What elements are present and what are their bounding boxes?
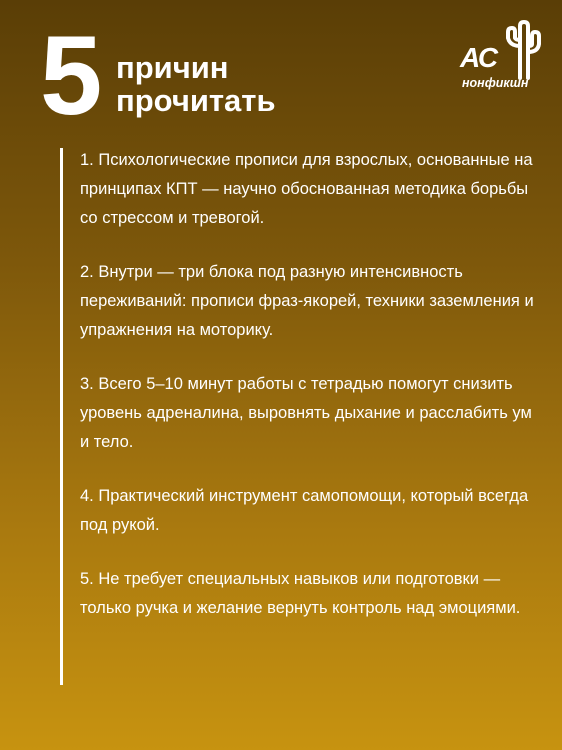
reason-item-2: 2. Внутри — три блока под разную интенсивность переживаний: прописи фраз-якорей, техники заземления и упражнения на моторику.: [80, 263, 534, 339]
reason-item-4: 4. Практический инструмент самопомощи, который всегда под рукой.: [80, 487, 529, 534]
logo-text: АС: [460, 42, 498, 73]
reason-item-5: 5. Не требует специальных навыков или подготовки — только ручка и желание вернуть контроль над эмоциями.: [80, 570, 521, 617]
cactus-icon: [500, 20, 546, 80]
publisher-logo: [460, 20, 546, 100]
heading-line-2: прочитать: [116, 82, 276, 118]
reasons-list: [80, 146, 540, 648]
reason-item-3: 3. Всего 5–10 минут работы с тетрадью помогут снизить уровень адреналина, выровнять дыхание и расслабить ум и тело.: [80, 375, 532, 451]
reason-item-1: 1. Психологические прописи для взрослых, основанные на принципах КПТ — научно обоснованная методика борьбы со стрессом и тревогой.: [80, 151, 533, 227]
heading: [116, 52, 276, 118]
big-number: 5: [40, 13, 101, 138]
heading-line-1: причин: [116, 50, 229, 85]
vertical-divider: [60, 148, 63, 685]
logo-subtitle: нонфикшн: [462, 76, 529, 90]
